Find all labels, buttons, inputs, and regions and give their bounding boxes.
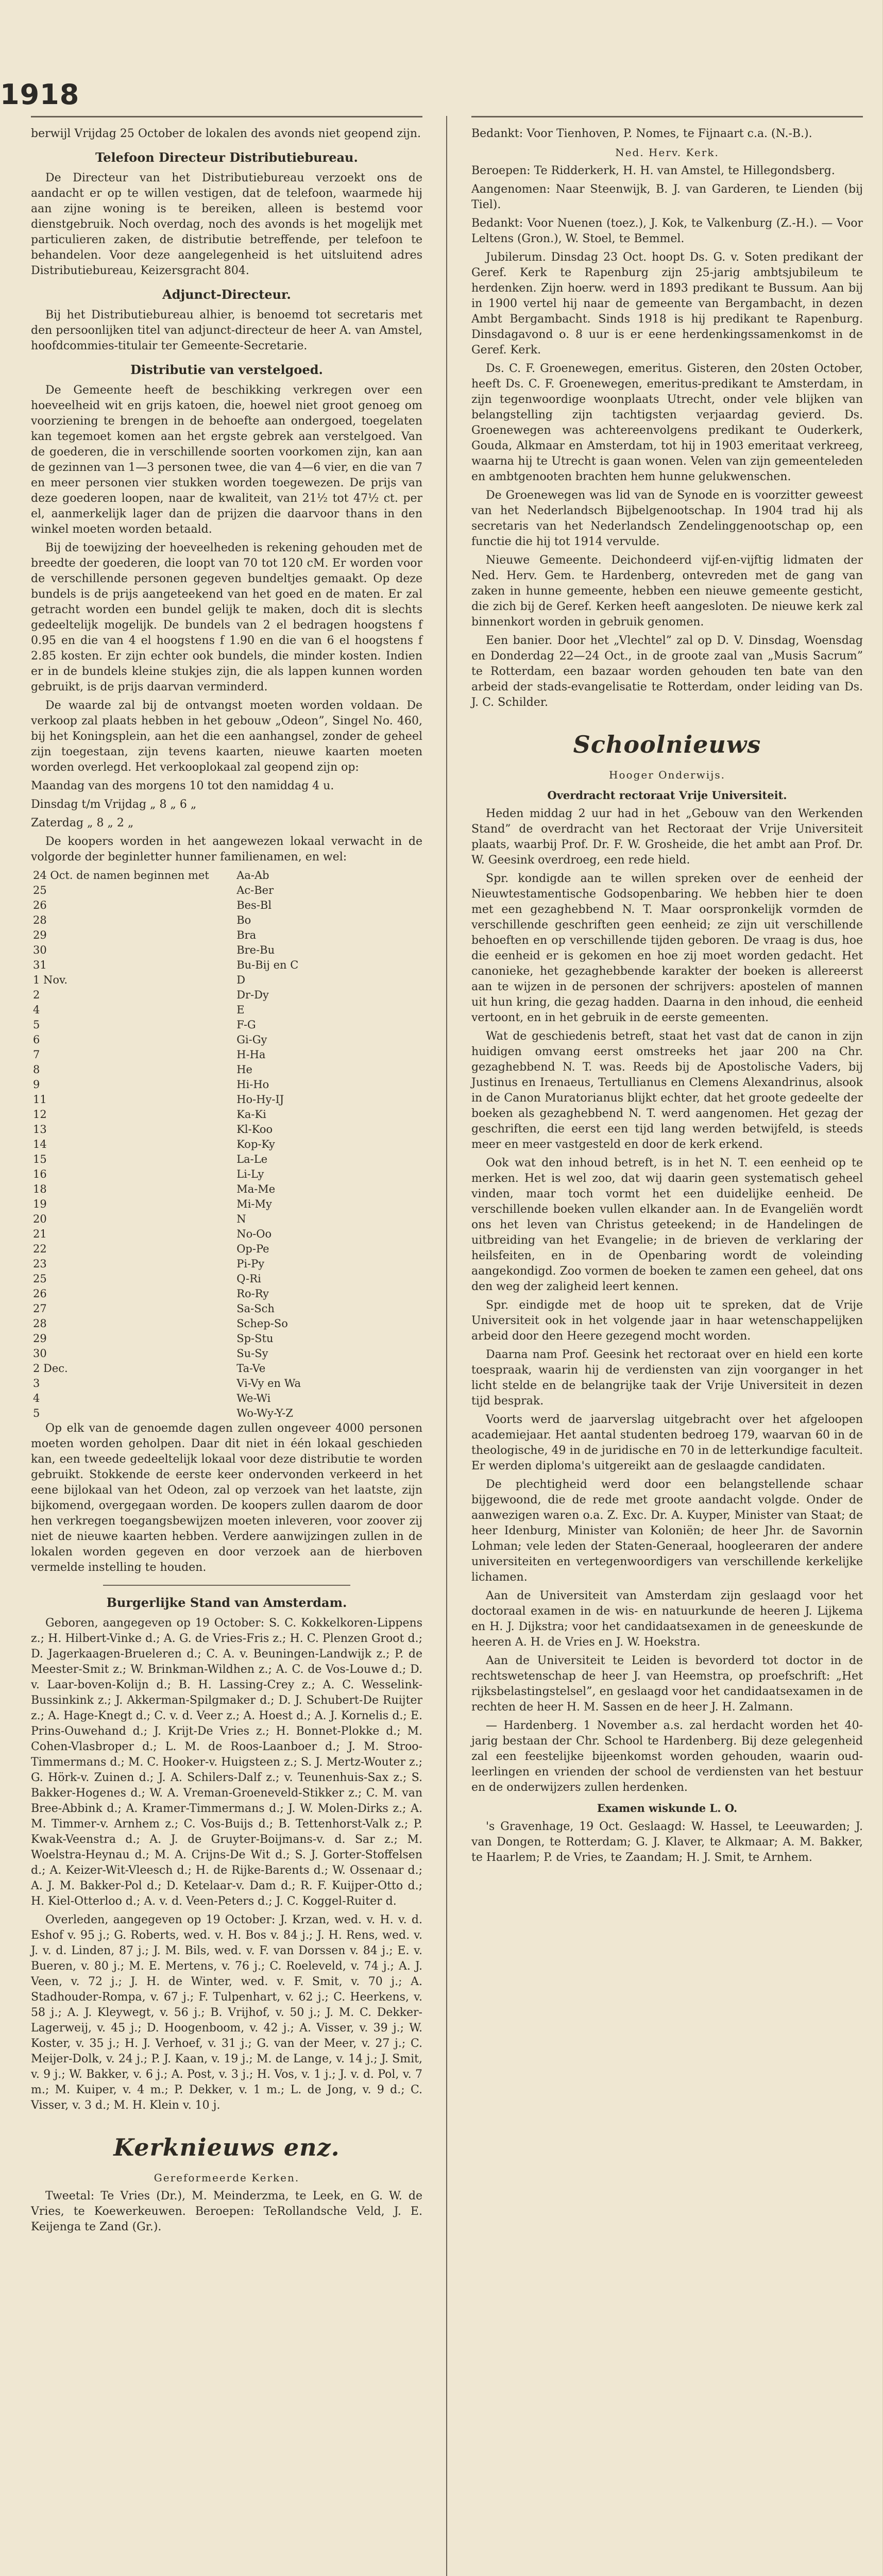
rectoraat-paragraph: Spr. eindigde met de hoop uit te spreken, dat de Vrije Universiteit ook in het volgende jaar in haar wetenschappelijken arbeid door den Heere gezegend mocht worden. bbox=[471, 1299, 863, 1343]
schedule-date: 26 bbox=[33, 899, 47, 911]
schedule-row bbox=[31, 1062, 422, 1077]
schedule-letters: Ro-Ry bbox=[236, 1287, 269, 1300]
schedule-row bbox=[31, 928, 422, 943]
top-rule-right bbox=[471, 116, 863, 117]
schedule-row bbox=[31, 1152, 422, 1167]
page-year-label: 1918 bbox=[0, 78, 80, 111]
verstelgoed-heading: Distributie van verstelgoed. bbox=[130, 362, 323, 377]
schedule-row bbox=[31, 1406, 422, 1421]
schedule-letters: Mi-My bbox=[236, 1198, 272, 1210]
column-divider bbox=[446, 116, 447, 2576]
schedule-letters: Ac-Ber bbox=[236, 884, 274, 896]
schedule-letters: We-Wi bbox=[236, 1392, 271, 1404]
section-divider bbox=[103, 1585, 350, 1586]
schedule-letters: He bbox=[236, 1063, 252, 1076]
schoolnieuws-subhead: Hooger Onderwijs. bbox=[609, 769, 725, 781]
schedule-letters: Pi-Py bbox=[236, 1258, 265, 1270]
schedule-letters: Bre-Bu bbox=[236, 944, 275, 956]
schedule-row bbox=[31, 1137, 422, 1152]
schedule-date: 2 Dec. bbox=[33, 1362, 68, 1375]
verstelgoed-paragraph: De Gemeente heeft de beschikking verkregen over een hoeveelheid wit en grijs katoen, die, hoewel niet groot genoeg om voorziening te brengen in de behoefte aan ondergoed, toegelaten kan tegemoet komen aan het ergste gebrek aan verstelgoed. Van de goederen, die in verschillende soorten voorkomen zijn, kan aan de gezinnen van 1—3 personen twee, die van 4—6 vier, en die van 7 en meer personen vier stukken worden toegewezen. De prijs van deze goederen loopen, naar de kwaliteit, van 21½ tot 47½ ct. per el, aanmerkelijk lager dan de prijzen die daarvoor thans in den winkel moeten worden betaald. bbox=[31, 384, 422, 536]
rectoraat-paragraph: De plechtigheid werd door een belangstellende schaar bijgewoond, die de rede met groote aandacht volgde. Onder de aanwezigen waren o.a. Z. Exc. Dr. A. Kuyper, Minister van Staat; de heer Idenburg, Minister van Koloniën; de heer Jhr. de Savornin Lohman; vele leden der Staten-Generaal, hoogleeraren der andere universiteiten en vertegenwoordigers van verschillende kerkelijke lichamen. bbox=[471, 1478, 863, 1584]
schedule-letters: Ka-Ki bbox=[236, 1108, 266, 1121]
schedule-letters: Bu-Bij en C bbox=[236, 959, 299, 971]
adjunct-heading: Adjunct-Directeur. bbox=[162, 287, 291, 302]
examen-paragraph: 's Gravenhage, 19 Oct. Geslaagd: W. Hassel, te Leeuwarden; J. van Dongen, te Rotterdam; G. J. Klaver, te Alkmaar; A. M. Bakker, te Haarlem; P. de Vries, te Zaandam; H. J. Smit, te Arnhem. bbox=[471, 1820, 863, 1864]
verstelgoed-closing: Op elk van de genoemde dagen zullen ongeveer 4000 personen moeten worden geholpen. Daar dit niet in één lokaal geschieden kan, een tweede gedeeltelijk lokaal voor deze distributie te worden gebruikt. Stokkende de eerste keer ondervonden verkeerd in het eene bijlokaal van het Odeon, zal op verzoek van het laatste, zijn bijkomend, overgegaan worden. De koopers zullen daarom de door hen verkregen toegangsbewijzen moeten inleveren, voor zoover zij niet de nieuwe kaarten hebben. Verdere aanwijzingen zullen in de lokalen worden gegeven en door verzoek aan de hierboven vermelde instelling te houden. bbox=[31, 1422, 422, 1574]
telefoon-heading: Telefoon Directeur Distributiebureau. bbox=[95, 150, 358, 165]
schedule-row bbox=[31, 883, 422, 898]
schedule-date: 21 bbox=[33, 1228, 47, 1240]
schedule-date: 9 bbox=[33, 1078, 40, 1091]
schedule-row bbox=[31, 1018, 422, 1032]
schedule-row bbox=[31, 958, 422, 973]
schoolnieuws-title: Schoolnieuws bbox=[573, 731, 761, 758]
rectoraat-paragraph: Daarna nam Prof. Geesink het rectoraat over en hield een korte toespraak, waarin hij de verdiensten van zijn voorganger in het licht stelde en de belangrijke taak der Vrije Universiteit in dezen tijd besprak. bbox=[471, 1348, 863, 1408]
university-news: Aan de Universiteit te Leiden is bevorderd tot doctor in de rechtswetenschap de heer J. van Heemstra, op proefschrift: „Het rijksbelastingstelsel”, en geslaagd voor het candidaatsexamen in de rechten de heer H. M. Sassen en de heer J. H. Zalmann. bbox=[471, 1654, 863, 1714]
schedule-date: 27 bbox=[33, 1302, 47, 1315]
church-subhead: Ned. Herv. Kerk. bbox=[615, 146, 719, 159]
schedule-letters: Op-Pe bbox=[236, 1243, 269, 1255]
schedule-date: 8 bbox=[33, 1063, 40, 1076]
schedule-letters: H-Ha bbox=[236, 1048, 266, 1061]
schedule-row bbox=[31, 1376, 422, 1391]
schedule-row bbox=[31, 1257, 422, 1272]
kerknieuws-body: Tweetal: Te Vries (Dr.), M. Meinderzma, te Leek, en G. W. de Vries, te Koewerkeuwen. Beroepen: TeRollandsche Veld, J. E. Keijenga te Zand (Gr.). bbox=[31, 2190, 422, 2233]
schedule-row bbox=[31, 1346, 422, 1361]
telefoon-body: De Directeur van het Distributiebureau verzoekt ons de aandacht er op te willen vestigen, dat de telefoon, waarmede hij aan zijne woning is te bereiken, alleen is bestemd voor dienstgebruik. Noch overdag, noch des avonds is het mogelijk met particulieren zaken, de distributie betreffende, per telefoon te behandelen. Voor deze aangelegenheid is het uitsluitend adres Distributiebureau, Keizersgracht 804. bbox=[31, 172, 422, 277]
schedule-row bbox=[31, 913, 422, 928]
schedule-date: 23 bbox=[33, 1258, 47, 1270]
opening-hours-line: Zaterdag „ 8 „ 2 „ bbox=[31, 817, 134, 829]
schedule-row bbox=[31, 988, 422, 1003]
schedule-intro: De koopers worden in het aangewezen lokaal verwacht in de volgorde der beginletter hunner familienamen, en wel: bbox=[31, 835, 422, 863]
schedule-row bbox=[31, 1182, 422, 1197]
schedule-date: 19 bbox=[33, 1198, 47, 1210]
schedule-date: 11 bbox=[33, 1093, 47, 1106]
church-notice: Aangenomen: Naar Steenwijk, B. J. van Garderen, te Lienden (bij Tiel). bbox=[471, 183, 863, 211]
schedule-date: 6 bbox=[33, 1033, 40, 1046]
schedule-letters: Sp-Stu bbox=[236, 1332, 274, 1345]
schedule-date: 13 bbox=[33, 1123, 47, 1136]
schedule-row bbox=[31, 1107, 422, 1122]
schedule-letters: Ho-Hy-IJ bbox=[236, 1093, 284, 1106]
kerknieuws-title: Kerknieuws enz. bbox=[113, 2133, 340, 2161]
schedule-row bbox=[31, 1286, 422, 1301]
schedule-date: 31 bbox=[33, 959, 47, 971]
schedule-date: 24 Oct. de namen beginnen met bbox=[33, 869, 209, 882]
rectoraat-paragraph: Spr. kondigde aan te willen spreken over de eenheid der Nieuwtestamentische Godsopenbaring. We hebben hier te doen met een gezaghebbend N. T. Maar oorspronkelijk vormden de verschillende geschriften geen eenheid; ze zijn uit verschillende behoeften en op verschillende tijden geboren. De vraag is dus, hoe die eenheid er is gekomen en hoe zij moet worden gedacht. Het canonieke, het gezaghebbende karakter der boeken is allereerst aan te wijzen in de personen der schrijvers: apostelen of mannen uit hun kring, die gezag hadden. Daarna in den inhoud, die eenheid vertoont, en in het gebruik in de eerste gemeenten. bbox=[471, 872, 863, 1024]
schedule-row bbox=[31, 1272, 422, 1286]
schedule-date: 2 bbox=[33, 989, 40, 1001]
schedule-row bbox=[31, 943, 422, 958]
schedule-letters: Kl-Koo bbox=[236, 1123, 273, 1136]
schedule-letters: Su-Sy bbox=[236, 1347, 268, 1360]
deaths-paragraph: Overleden, aangegeven op 19 October: J. Krzan, wed. v. H. v. d. Eshof v. 95 j.; G. Roberts, wed. v. H. Bos v. 84 j.; J. H. Rens, wed. v. J. v. d. Linden, 87 j.; J. M. Bils, wed. v. F. van Dorssen v. 84 j.; E. v. Bueren, v. 80 j.; M. E. Mertens, v. 76 j.; C. Roeleveld, v. 74 j.; A. J. Veen, v. 72 j.; J. H. de Winter, wed. v. F. Smit, v. 70 j.; A. Stadhouder-Rompa, v. 67 j.; F. Tulpenhart, v. 62 j.; C. Heerkens, v. 58 j.; A. J. Kleywegt, v. 56 j.; B. Vrijhof, v. 50 j.; J. M. C. Dekker-Lagerweij, v. 45 j.; D. Hoogenboom, v. 42 j.; A. Visser, v. 39 j.; W. Koster, v. 35 j.; H. J. Verhoef, v. 31 j.; G. van der Meer, v. 27 j.; C. Meijer-Dolk, v. 24 j.; P. J. Kaan, v. 19 j.; M. de Lange, v. 14 j.; J. Smit, v. 9 j.; W. Bakker, v. 6 j.; A. Post, v. 3 j.; H. Vos, v. 1 j.; J. v. d. Pol, v. 7 m.; M. Kuiper, v. 4 m.; P. Dekker, v. 1 m.; L. de Jong, v. 9 d.; C. Visser, v. 3 d.; M. H. Klein v. 10 j. bbox=[31, 1913, 422, 2112]
schedule-row bbox=[31, 1197, 422, 1212]
schedule-date: 30 bbox=[33, 1347, 47, 1360]
schedule-date: 26 bbox=[33, 1287, 47, 1300]
schedule-letters: Bo bbox=[236, 914, 251, 926]
university-news: Aan de Universiteit van Amsterdam zijn geslaagd voor het doctoraal examen in de wis- en natuurkunde de heeren J. Lijkema en H. J. Dijkstra; voor het candidaatsexamen in de geneeskunde de heeren A. H. de Vries en J. W. Hoekstra. bbox=[471, 1589, 863, 1649]
verstelgoed-paragraph: Bij de toewijzing der hoeveelheden is rekening gehouden met de breedte der goederen, die loopt van 70 tot 120 cM. Er worden voor de verschillende personen gegeven bundeltjes gemaakt. Op deze bundels is de prijs aangeteekend van het goed en de maten. Er zal getracht worden een bundel gelijk te maken, doch dit is slechts gedeeltelijk mogelijk. De bundels van 2 el bedragen hoogstens f 0.95 en die van 4 el hoogstens f 1.90 en die van 6 el hoogstens f 2.85 kosten. Er zijn echter ook bundels, die minder kosten. Indien er in de bundels kleine stukjes zijn, die als lappen kunnen worden gebruikt, is de prijs daarvan verminderd. bbox=[31, 541, 422, 693]
burgerlijke-heading: Burgerlijke Stand van Amsterdam. bbox=[106, 1595, 347, 1610]
schedule-date: 20 bbox=[33, 1213, 47, 1225]
hardenberg-paragraph: — Hardenberg. 1 November a.s. zal herdacht worden het 40-jarig bestaan der Chr. School te Hardenberg. Bij deze gelegenheid zal een feestelijke bijeenkomst worden gehouden, waarin oud-leerlingen en vrienden der school de verdiensten van het bestuur en de onderwijzers zullen herdenken. bbox=[471, 1719, 863, 1794]
schedule-letters: Aa-Ab bbox=[236, 869, 269, 882]
church-notice: Bedankt: Voor Tienhoven, P. Nomes, te Fijnaart c.a. (N.-B.). bbox=[471, 127, 812, 140]
schedule-letters: Gi-Gy bbox=[236, 1033, 267, 1046]
adjunct-body: Bij het Distributiebureau alhier, is benoemd tot secretaris met den persoonlijken titel van adjunct-directeur de heer A. van Amstel, hoofdcommies-titulair ter Gemeente-Secretarie. bbox=[31, 309, 422, 352]
schedule-letters: La-Le bbox=[236, 1153, 268, 1165]
left-column bbox=[31, 126, 422, 2576]
jubilea-paragraph: Jubilerum. Dinsdag 23 Oct. hoopt Ds. G. v. Soten predikant der Geref. Kerk te Rapenburg zijn 25-jarig ambtsjubileum te herdenken. Zijn hoerw. werd in 1893 predikant te Bussum. Aan bij in 1900 vertel hij naar de gemeente van Bergambacht, in dezen Ambt Bergambacht. Sinds 1918 is hij predikant te Rapenburg. Dinsdagavond o. 8 uur is er eene herdenkingssamenkomst in de Geref. Kerk. bbox=[471, 251, 863, 357]
schedule-row bbox=[31, 1167, 422, 1182]
schedule-letters: Ta-Ve bbox=[236, 1362, 266, 1375]
schedule-row bbox=[31, 1227, 422, 1242]
opening-hours-line: Maandag van des morgens 10 tot den namiddag 4 u. bbox=[31, 779, 334, 792]
schedule-letters: Q-Ri bbox=[236, 1273, 261, 1285]
schedule-date: 18 bbox=[33, 1183, 47, 1195]
jubilea-paragraph: Nieuwe Gemeente. Deichondeerd vijf-en-vijftig lidmaten der Ned. Herv. Gem. te Hardenberg, ontevreden met de gang van zaken in hunne gemeente, hebben een nieuwe gemeente gesticht, die zich bij de Geref. Kerken heeft aangesloten. De nieuwe kerk zal binnenkort worden in gebruik genomen. bbox=[471, 554, 863, 629]
schedule-date: 4 bbox=[33, 1392, 40, 1404]
schedule-date: 28 bbox=[33, 914, 47, 926]
schedule-date: 29 bbox=[33, 929, 47, 941]
births-paragraph: Geboren, aangegeven op 19 October: S. C. Kokkelkoren-Lippens z.; H. Hilbert-Vinke d.; A. G. de Vries-Fris z.; H. C. Plenzen Groot d.; D. Jagerkaagen-Brueleren d.; C. A. v. Beuningen-Landwijk z.; P. de Meester-Smit z.; W. Brinkman-Wildhen z.; A. C. de Vos-Louwe d.; D. v. Laar-boven-Kolijn d.; B. H. Lassing-Crey z.; A. C. Wesselink-Bussinkink z.; J. Akkerman-Spilgmaker d.; D. J. Schubert-De Ruijter z.; A. Hage-Knegt d.; C. v. d. Veer z.; A. Hoest d.; A. J. Kornelis d.; E. Prins-Ouwehand d.; J. Krijt-De Vries z.; H. Bonnet-Plokke d.; M. Cohen-Vlasbroper d.; L. M. de Roos-Laanboer d.; J. M. Stroo-Timmermans d.; M. C. Hooker-v. Huigsteen z.; S. J. Mertz-Wouter z.; G. Hörk-v. Zuinen d.; J. A. Schilers-Dalf z.; v. Teunenhuis-Sax z.; S. Bakker-Hogenes d.; W. A. Vreman-Groeneveld-Stikker z.; C. M. van Bree-Abbink d.; A. Kramer-Timmermans d.; J. W. Molen-Dirks z.; A. M. Timmer-v. Arnhem z.; C. Vos-Buijs d.; B. Tettenhorst-Valk z.; P. Kwak-Veenstra d.; A. J. de Gruyter-Boijmans-v. d. Sar z.; M. Woelstra-Heynau d.; M. A. Crijns-De Wit d.; S. J. Gorter-Stoffelsen d.; A. Keizer-Wit-Vleesch d.; H. de Rijke-Barents d.; W. Ossenaar d.; A. J. M. Bakker-Pol d.; D. Ketelaar-v. Dam d.; R. F. Kuijper-Otto d.; H. Kiel-Otterloo d.; A. v. d. Veen-Peters d.; J. C. Koggel-Ruiter d. bbox=[31, 1617, 422, 1908]
examen-heading: Examen wiskunde L. O. bbox=[597, 1802, 738, 1815]
schedule-letters: Sa-Sch bbox=[236, 1302, 275, 1315]
schedule-date: 30 bbox=[33, 944, 47, 956]
schedule-date: 28 bbox=[33, 1317, 47, 1330]
schedule-date: 15 bbox=[33, 1153, 47, 1165]
rectoraat-paragraph: Wat de geschiedenis betreft, staat het vast dat de canon in zijn huidigen omvang eerst omstreeks het jaar 200 na Chr. gezaghebbend N. T. was. Reeds bij de Apostolische Vaders, bij Justinus en Irenaeus, Tertullianus en Clemens Alexandrinus, alsook in de Canon Muratorianus blijkt echter, dat het groote gedeelte der boeken als gezaghebbend N. T. werd aangenomen. Het gezag der geschriften, die eerst een tijd lang werden betwijfeld, is steeds meer en meer vastgesteld en door de kerk erkend. bbox=[471, 1030, 863, 1151]
church-notice: Bedankt: Voor Nuenen (toez.), J. Kok, te Valkenburg (Z.-H.). — Voor Leltens (Gron.), W. Stoel, te Bemmel. bbox=[471, 217, 863, 245]
schedule-date: 16 bbox=[33, 1168, 47, 1180]
schedule-date: 12 bbox=[33, 1108, 47, 1121]
rectoraat-paragraph: Ook wat den inhoud betreft, is in het N. T. een eenheid op te merken. Het is wel zoo, dat wij daarin geen systematisch geheel vinden, maar toch vormt het een duidelijke eenheid. De verschillende boeken vullen elkander aan. In de Evangeliën wordt ons het leven van Christus geteekend; in de Handelingen de uitbreiding van het Evangelie; in de brieven de verklaring der heilsfeiten, en in de Openbaring wordt de voleinding aangekondigd. Zoo vormen de boeken te zamen een geheel, dat ons den weg der zaligheid leert kennen. bbox=[471, 1157, 863, 1293]
schedule-date: 7 bbox=[33, 1048, 40, 1061]
schedule-row bbox=[31, 1301, 422, 1316]
kerknieuws-subhead: Gereformeerde Kerken. bbox=[154, 2172, 300, 2184]
schedule-letters: No-Oo bbox=[236, 1228, 272, 1240]
schedule-row bbox=[31, 1391, 422, 1406]
schedule-row bbox=[31, 1212, 422, 1227]
schedule-date: 4 bbox=[33, 1004, 40, 1016]
schedule-date: 29 bbox=[33, 1332, 47, 1345]
schedule-letters: N bbox=[236, 1213, 246, 1225]
schedule-letters: Ma-Me bbox=[236, 1183, 276, 1195]
schedule-date: 25 bbox=[33, 884, 47, 896]
schedule-date: 25 bbox=[33, 1273, 47, 1285]
jubilea-paragraph: Ds. C. F. Groenewegen, emeritus. Gisteren, den 20sten October, heeft Ds. C. F. Groenewegen, emeritus-predikant te Amsterdam, in zijn tegenwoordige woonplaats Utrecht, onder vele blijken van belangstelling zijn tachtigsten verjaardag gevierd. Ds. Groenewegen was achtereenvolgens predikant te Ouderkerk, Gouda, Alkmaar en Amsterdam, tot hij in 1903 emeritaat verkreeg, waarna hij te Utrecht is gaan wonen. Velen van zijn gemeenteleden en ambtgenooten brachten hem hunne gelukwenschen. bbox=[471, 362, 863, 483]
opening-hours-line: Dinsdag t/m Vrijdag „ 8 „ 6 „ bbox=[31, 798, 197, 811]
schedule-date: 14 bbox=[33, 1138, 47, 1150]
verstelgoed-paragraph: De waarde zal bij de ontvangst moeten worden voldaan. De verkoop zal plaats hebben in het gebouw „Odeon”, Singel No. 460, bij het Koningsplein, aan het die een aanhangsel, zonder de geheel zijn toegestaan, zijn tevens kaarten, nieuwe kaarten moeten worden overlegd. Het verkooplokaal zal geopend zijn op: bbox=[31, 699, 422, 774]
right-column bbox=[471, 126, 863, 2576]
schedule-date: 1 Nov. bbox=[33, 974, 68, 986]
schedule-letters: E bbox=[236, 1004, 245, 1016]
intro-paragraph: berwijl Vrijdag 25 October de lokalen des avonds niet geopend zijn. bbox=[31, 127, 421, 140]
jubilea-paragraph: De Groenewegen was lid van de Synode en is voorzitter geweest van het Nederlandsch Bijbelgenootschap. In 1904 trad hij als secretaris van het Nederlandsch Zendelinggenootschap op, een functie die hij tot 1914 vervulde. bbox=[471, 489, 863, 548]
rectoraat-heading: Overdracht rectoraat Vrije Universiteit. bbox=[547, 789, 787, 802]
schedule-row bbox=[31, 973, 422, 988]
schedule-row bbox=[31, 1242, 422, 1257]
rectoraat-paragraph: Voorts werd de jaarverslag uitgebracht over het afgeloopen academiejaar. Het aantal studenten bedroeg 179, waarvan 60 in de theologische, 49 in de juridische en 70 in de letterkundige faculteit. Er werden diploma's uitgereikt aan de geslaagde candidaten. bbox=[471, 1413, 863, 1472]
schedule-row bbox=[31, 1361, 422, 1376]
rectoraat-paragraph: Heden middag 2 uur had in het „Gebouw van den Werkenden Stand” de overdracht van het Rectoraat der Vrije Universiteit plaats, waarbij Prof. Dr. F. W. Grosheide, die het ambt aan Prof. Dr. W. Geesink overdroeg, een rede hield. bbox=[471, 807, 863, 867]
schedule-letters: Schep-So bbox=[236, 1317, 288, 1330]
schedule-row bbox=[31, 1122, 422, 1137]
schedule-letters: D bbox=[236, 974, 246, 986]
schedule-letters: F-G bbox=[236, 1019, 256, 1031]
schedule-row bbox=[31, 1316, 422, 1331]
schedule-row bbox=[31, 1092, 422, 1107]
schedule-row bbox=[31, 1032, 422, 1047]
jubilea-paragraph: Een banier. Door het „Vlechtel” zal op D. V. Dinsdag, Woensdag en Donderdag 22—24 Oct., in de groote zaal van „Musis Sacrum” te Rotterdam, een bazaar worden gehouden ten bate van den arbeid der stads-evangelisatie te Rotterdam, onder leiding van Ds. J. C. Schilder. bbox=[471, 634, 863, 709]
church-notice: Beroepen: Te Ridderkerk, H. H. van Amstel, te Hillegondsberg. bbox=[471, 164, 835, 177]
schedule-date: 5 bbox=[33, 1407, 40, 1419]
top-rule-left bbox=[31, 116, 422, 117]
schedule-letters: Bra bbox=[236, 929, 257, 941]
schedule-letters: Wo-Wy-Y-Z bbox=[236, 1407, 293, 1419]
schedule-letters: Vi-Vy en Wa bbox=[236, 1377, 301, 1389]
schedule-letters: Hi-Ho bbox=[236, 1078, 269, 1091]
schedule-row bbox=[31, 868, 422, 883]
schedule-row bbox=[31, 1077, 422, 1092]
schedule-row bbox=[31, 898, 422, 913]
schedule-row bbox=[31, 1003, 422, 1018]
schedule-row bbox=[31, 1331, 422, 1346]
schedule-letters: Dr-Dy bbox=[236, 989, 269, 1001]
schedule-letters: Kop-Ky bbox=[236, 1138, 275, 1150]
schedule-letters: Bes-Bl bbox=[236, 899, 272, 911]
distribution-schedule-table bbox=[31, 868, 422, 1421]
schedule-letters: Li-Ly bbox=[236, 1168, 264, 1180]
schedule-date: 3 bbox=[33, 1377, 40, 1389]
schedule-date: 22 bbox=[33, 1243, 47, 1255]
schedule-date: 5 bbox=[33, 1019, 40, 1031]
schedule-row bbox=[31, 1047, 422, 1062]
